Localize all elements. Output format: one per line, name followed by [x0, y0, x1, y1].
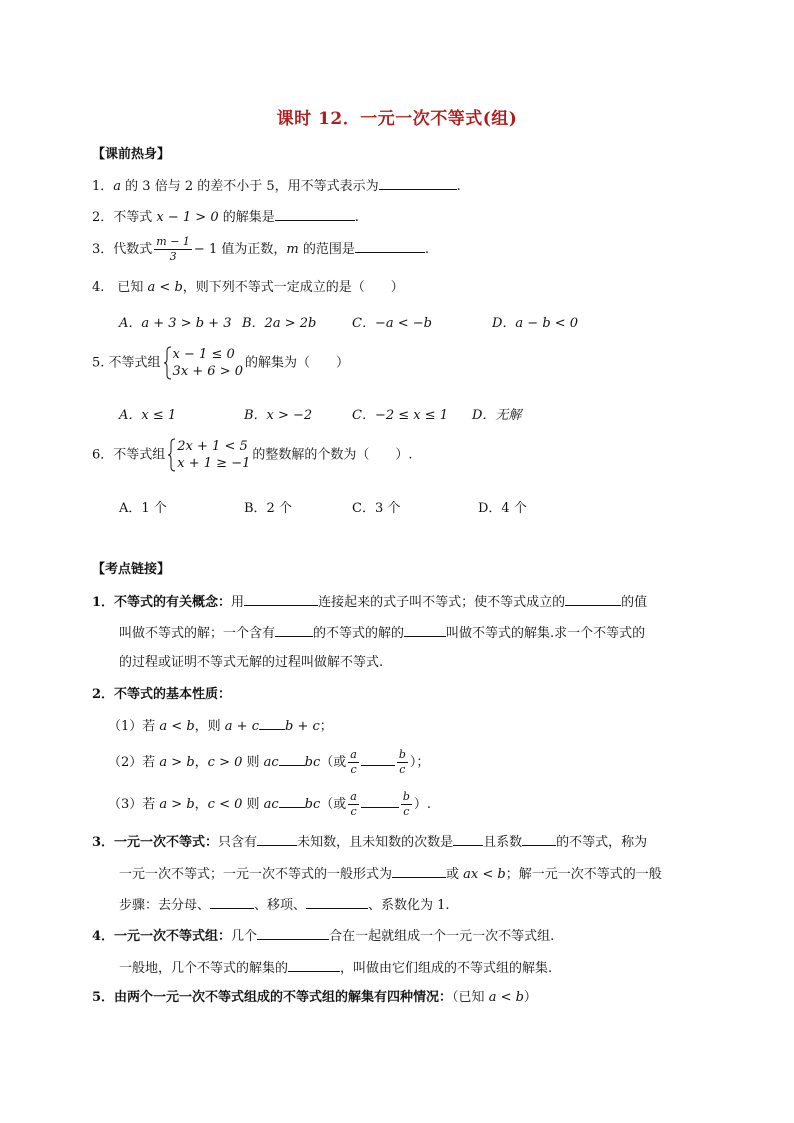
q5-option-d[interactable]: D．无解	[472, 408, 522, 423]
q6-option-a[interactable]: A．1 个	[119, 501, 167, 516]
point-1-line-3: 的过程或证明不等式无解的过程叫做解不等式.	[119, 655, 384, 670]
fraction: $\frac{a}{c}$	[350, 748, 357, 776]
fraction: $\frac{b}{c}$	[402, 790, 410, 818]
answer-blank[interactable]	[279, 794, 305, 808]
answer-blank[interactable]	[306, 895, 368, 909]
point-3-line-3: 步骤：去分母、 、移项、 、系数化为 1.	[119, 895, 450, 915]
q4-option-d[interactable]: D．a − b < 0	[492, 316, 579, 331]
page-title: 课时 12．一元一次不等式(组)	[276, 109, 518, 129]
point-4-line-2: 一般地，几个不等式的解集的 ，叫做由它们组成的不等式组的解集.	[119, 958, 552, 978]
q5-option-c[interactable]: C．−2 ≤ x ≤ 1	[352, 408, 449, 423]
q4-option-b[interactable]: B．2a > 2b	[242, 316, 317, 331]
question-1: 1．a 的 3 倍与 2 的差不小于 5，用不等式表示为 .	[92, 176, 461, 196]
question-5: 5. 不等式组 x − 1 ≤ 0 3x + 6 > 0 的解集为（ ）	[92, 347, 350, 379]
brace-icon	[163, 346, 172, 380]
q5-option-b[interactable]: B．x > −2	[244, 408, 313, 423]
brace-icon	[167, 438, 176, 472]
answer-blank[interactable]	[379, 176, 457, 190]
warmup-heading: 【课前热身】	[92, 147, 171, 162]
answer-blank[interactable]	[288, 958, 340, 972]
answer-blank[interactable]	[279, 752, 305, 766]
answer-blank[interactable]	[361, 794, 399, 808]
answer-blank[interactable]	[244, 592, 318, 606]
q6-option-d[interactable]: D．4 个	[478, 501, 527, 516]
q6-option-c[interactable]: C．3 个	[352, 501, 401, 516]
fraction: $\frac{a}{c}$	[350, 790, 357, 818]
answer-blank[interactable]	[210, 895, 254, 909]
answer-blank[interactable]	[392, 864, 446, 878]
answer-blank[interactable]	[257, 926, 329, 940]
question-2: 2．不等式 x − 1 > 0 的解集是 .	[92, 207, 359, 227]
point-5: 5．由两个一元一次不等式组成的不等式组的解集有四种情况：（已知 a < b）	[92, 990, 537, 1005]
answer-blank[interactable]	[257, 832, 297, 846]
point-3-line-1: 3．一元一次不等式：只含有 未知数，且未知数的次数是 且系数 的不等式，称为	[92, 832, 647, 852]
point-4-line-1: 4．一元一次不等式组：几个 合在一起就组成一个一元一次不等式组.	[92, 926, 554, 946]
answer-blank[interactable]	[404, 623, 446, 637]
point-1-line-2: 叫做不等式的解；一个含有 的不等式的解的 叫做不等式的解集.求一个不等式的	[119, 623, 645, 643]
answer-blank[interactable]	[361, 752, 395, 766]
property-3: （3）若 a > b，c < 0 则 ac bc（或 $\frac{a}{c}$ $\frac{b}{c}$ ）.	[108, 790, 432, 818]
question-4: 4. 已知 a < b，则下列不等式一定成立的是（ ）	[92, 280, 404, 295]
answer-blank[interactable]	[275, 623, 313, 637]
answer-blank[interactable]	[259, 716, 285, 730]
answer-blank[interactable]	[453, 832, 483, 846]
point-1-line-1: 1．不等式的有关概念：用 连接起来的式子叫不等式；使不等式成立的 的值	[92, 592, 647, 612]
links-heading: 【考点链接】	[92, 562, 171, 577]
inequality-system: x − 1 ≤ 0 3x + 6 > 0	[163, 346, 243, 380]
property-1: （1）若 a < b，则 a + c b + c；	[108, 716, 333, 736]
q6-option-b[interactable]: B．2 个	[244, 501, 292, 516]
fraction: $\frac{b}{c}$	[398, 748, 406, 776]
point-2-heading: 2．不等式的基本性质：	[92, 687, 232, 702]
answer-blank[interactable]	[565, 592, 621, 606]
inequality-system: 2x + 1 < 5 x + 1 ≥ −1	[167, 438, 250, 472]
answer-blank[interactable]	[522, 832, 556, 846]
q4-option-c[interactable]: C．−a < −b	[352, 316, 432, 331]
point-3-line-2: 一元一次不等式；一元一次不等式的一般形式为 或 ax < b；解一元一次不等式的一般	[119, 864, 662, 884]
answer-blank[interactable]	[355, 239, 425, 253]
q4-option-a[interactable]: A．a + 3 > b + 3	[119, 316, 232, 331]
property-2: （2）若 a > b，c > 0 则 ac bc（或 $\frac{a}{c}$ $\frac{b}{c}$ ）；	[108, 748, 430, 776]
answer-blank[interactable]	[275, 207, 355, 221]
question-3: 3．代数式 $\frac{m - 1}{3}$ − 1 值为正数，m 的范围是 .	[92, 235, 429, 263]
fraction: $\frac{m - 1}{3}$	[156, 235, 190, 263]
q5-option-a[interactable]: A．x ≤ 1	[119, 408, 177, 423]
question-6: 6．不等式组 2x + 1 < 5 x + 1 ≥ −1 的整数解的个数为（ ）.	[92, 439, 413, 471]
